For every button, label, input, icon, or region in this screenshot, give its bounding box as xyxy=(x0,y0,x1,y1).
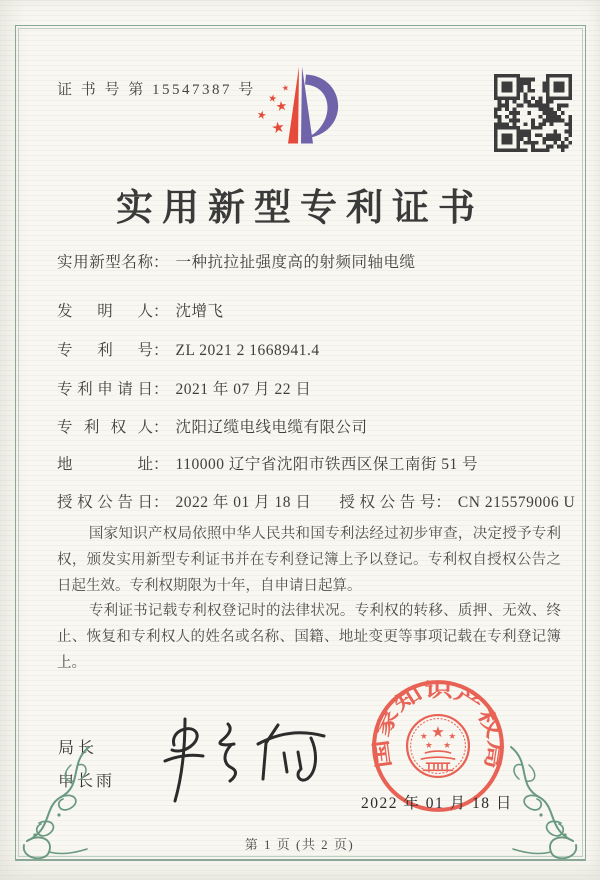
field-value: 2022 年 01 月 18 日 xyxy=(175,494,312,511)
svg-text:★: ★ xyxy=(267,92,278,106)
field-label: 专利号 xyxy=(57,342,153,359)
seal-emblem-stars xyxy=(420,723,456,751)
svg-text:★: ★ xyxy=(281,82,290,94)
legal-paragraph-2: 专利证书记载专利权登记时的法律状况。专利权的转移、质押、无效、终止、恢复和专利权人的姓名或名称、国籍、地址变更等事项记载在专利登记簿上。 xyxy=(57,603,561,671)
qr-code xyxy=(494,74,572,152)
field-address xyxy=(57,453,566,477)
director-name: 申长雨 xyxy=(58,773,116,790)
field-value: 沈阳辽缆电线电缆有限公司 xyxy=(175,419,368,436)
field-colon: ： xyxy=(153,419,169,436)
field-grant-row xyxy=(57,491,576,515)
svg-text:★: ★ xyxy=(431,722,445,741)
field-value: 110000 辽宁省沈阳市铁西区保工南街 51 号 xyxy=(175,456,479,473)
field-label: 地址 xyxy=(57,456,153,473)
field-colon: ： xyxy=(153,254,169,271)
field-colon: ： xyxy=(435,494,451,511)
director-title: 局长 xyxy=(58,740,99,757)
field-patent-number xyxy=(57,339,566,363)
field-colon: ： xyxy=(153,303,169,320)
seal-emblem-gate xyxy=(421,751,455,770)
field-colon: ： xyxy=(153,342,169,359)
certificate-number: 证 书 号 第 15547387 号 xyxy=(57,82,256,98)
field-label: 授权公告日 xyxy=(57,494,153,511)
field-patentee xyxy=(57,416,566,440)
svg-text:★: ★ xyxy=(443,741,451,752)
field-label: 发明人 xyxy=(57,303,153,320)
seal-date: 2022 年 01 月 18 日 xyxy=(361,795,513,812)
field-colon: ： xyxy=(153,494,169,511)
svg-text:★: ★ xyxy=(269,117,287,138)
svg-text:★: ★ xyxy=(425,741,433,752)
field-label: 专利申请日 xyxy=(57,381,153,398)
field-inventor xyxy=(57,300,566,324)
field-grant-number xyxy=(339,491,575,515)
field-colon: ： xyxy=(153,456,169,473)
field-value: CN 215579006 U xyxy=(457,494,576,511)
certificate-title: 实用新型专利证书 xyxy=(116,188,484,229)
legal-paragraph-1: 国家知识产权局依照中华人民共和国专利法经过初步审查，决定授予专利权，颁发实用新型专利证书并在专利登记簿上予以登记。专利权自授权公告之日起生效。专利权期限为十年，自申请日起算。 xyxy=(57,526,561,594)
seal-ring-text: 国家知识产权局 xyxy=(372,680,506,770)
page-number: 第 1 页 (共 2 页) xyxy=(244,837,355,852)
director-signature-icon xyxy=(160,714,330,806)
field-value: 沈增飞 xyxy=(175,303,224,320)
svg-text:★: ★ xyxy=(448,731,457,742)
field-utility-model-name xyxy=(57,251,566,275)
field-value: 一种抗拉扯强度高的射频同轴电缆 xyxy=(175,254,416,271)
cnipa-logo-icon xyxy=(235,56,365,164)
legal-text xyxy=(57,522,561,677)
field-value: ZL 2021 2 1668941.4 xyxy=(175,342,320,359)
svg-text:★: ★ xyxy=(419,731,428,742)
field-colon: ： xyxy=(153,381,169,398)
field-filing-date xyxy=(57,378,566,402)
field-label: 专利权人 xyxy=(57,419,153,436)
field-label: 授权公告号 xyxy=(339,494,436,511)
svg-text:★: ★ xyxy=(255,107,268,123)
field-value: 2021 年 07 月 22 日 xyxy=(175,381,312,398)
field-label: 实用新型名称 xyxy=(57,254,153,271)
svg-text:★: ★ xyxy=(274,98,289,116)
